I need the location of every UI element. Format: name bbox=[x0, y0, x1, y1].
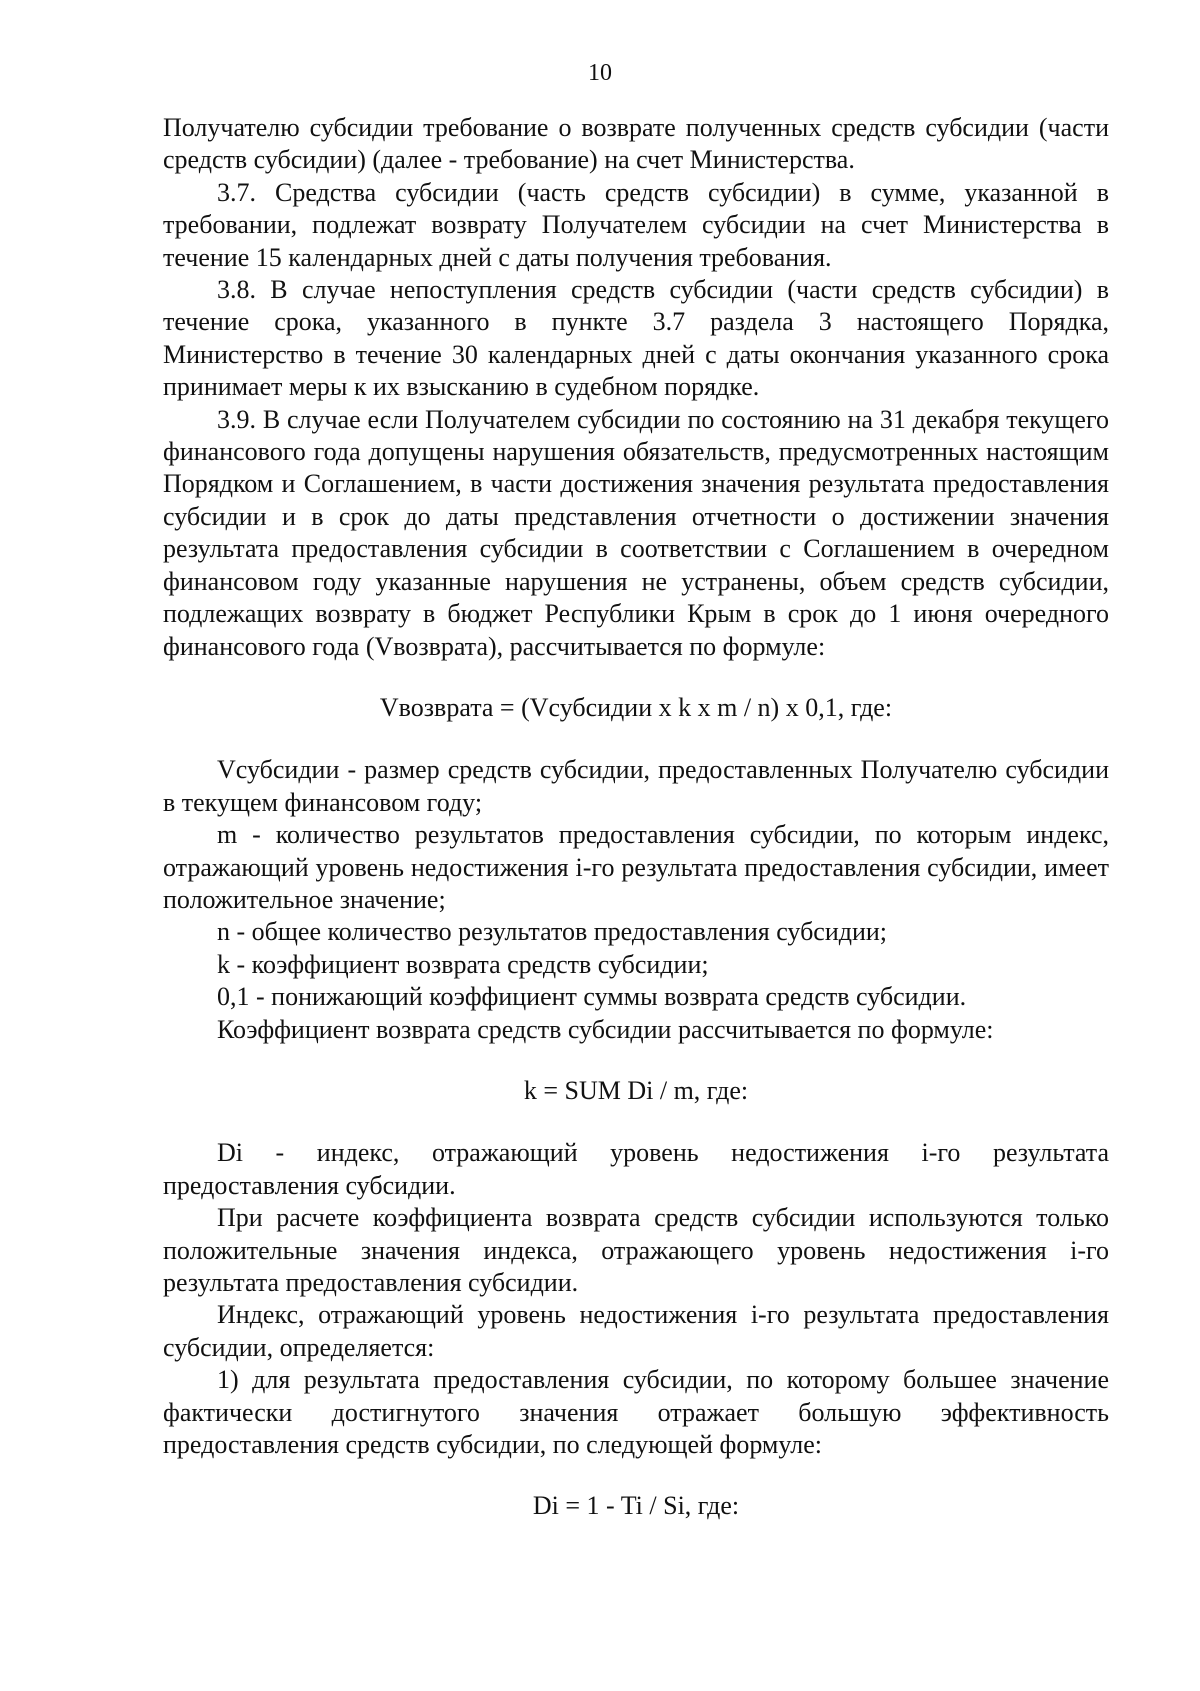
definition-reduction-factor: 0,1 - понижающий коэффициент суммы возврата средств субсидии. bbox=[217, 982, 967, 1012]
document-body bbox=[163, 112, 1109, 1553]
paragraph-continuation: Получателю субсидии требование о возврате полученных средств субсидии (части средств субсидии) (далее - требование) на счет Министерства. bbox=[163, 113, 1109, 175]
formula-k: k = SUM Di / m, где: bbox=[523, 1075, 749, 1105]
formula-di: Di = 1 - Ti / Si, где: bbox=[532, 1491, 740, 1521]
definition-k: k - коэффициент возврата средств субсидии; bbox=[217, 949, 709, 979]
paragraph-3-8: 3.8. В случае непоступления средств субсидии (части средств субсидии) в течение срока, указанного в пункте 3.7 раздела 3 настоящего Порядка, Министерство в течение 30 календарных дней с даты окончания указанного срока принимает меры к их взысканию в судебном порядке. bbox=[163, 275, 1109, 402]
paragraph-3-9: 3.9. В случае если Получателем субсидии по состоянию на 31 декабря текущего финансового года допущены нарушения обязательств, предусмотренных настоящим Порядком и Соглашением, в части достижения значения результата предоставления субсидии и в срок до даты представления отчетности о достижении значения результата предоставления субсидии в соответствии с Соглашением в очередном финансовом году указанные нарушения не устранены, объем средств субсидии, подлежащих возврату в бюджет Республики Крым в срок до 1 июня очередного финансового года (Vвозврата), рассчитывается по формуле: bbox=[163, 404, 1109, 661]
paragraph-index-definition: Индекс, отражающий уровень недостижения i-го результата предоставления субсидии, определяется: bbox=[163, 1300, 1109, 1362]
paragraph-k-formula-intro: Коэффициент возврата средств субсидии рассчитывается по формуле: bbox=[217, 1014, 994, 1044]
formula-v-return: Vвозврата = (Vсубсидии x k x m / n) x 0,1, где: bbox=[379, 692, 893, 722]
definition-m: m - количество результатов предоставления субсидии, по которым индекс, отражающий уровень недостижения i-го результата предоставления субсидии, имеет положительное значение; bbox=[163, 820, 1109, 914]
paragraph-case-1: 1) для результата предоставления субсидии, по которому большее значение фактически достигнутого значения отражает большую эффективность предоставления средств субсидии, по следующей формуле: bbox=[163, 1365, 1109, 1460]
definition-v-subsidy: Vсубсидии - размер средств субсидии, предоставленных Получателю субсидии в текущем финансовом году; bbox=[163, 755, 1109, 817]
paragraph-3-7: 3.7. Средства субсидии (часть средств субсидии) в сумме, указанной в требовании, подлежат возврату Получателем субсидии на счет Министерства в течение 15 календарных дней с даты получения требования. bbox=[163, 177, 1109, 272]
page-number: 10 bbox=[588, 60, 612, 86]
definition-n: n - общее количество результатов предоставления субсидии; bbox=[217, 917, 888, 947]
definition-di: Di - индекс, отражающий уровень недостижения i-го результата предоставления субсидии. bbox=[163, 1138, 1109, 1200]
paragraph-positive-values: При расчете коэффициента возврата средств субсидии используются только положительные значения индекса, отражающего уровень недостижения i-го результата предоставления субсидии. bbox=[163, 1203, 1109, 1297]
